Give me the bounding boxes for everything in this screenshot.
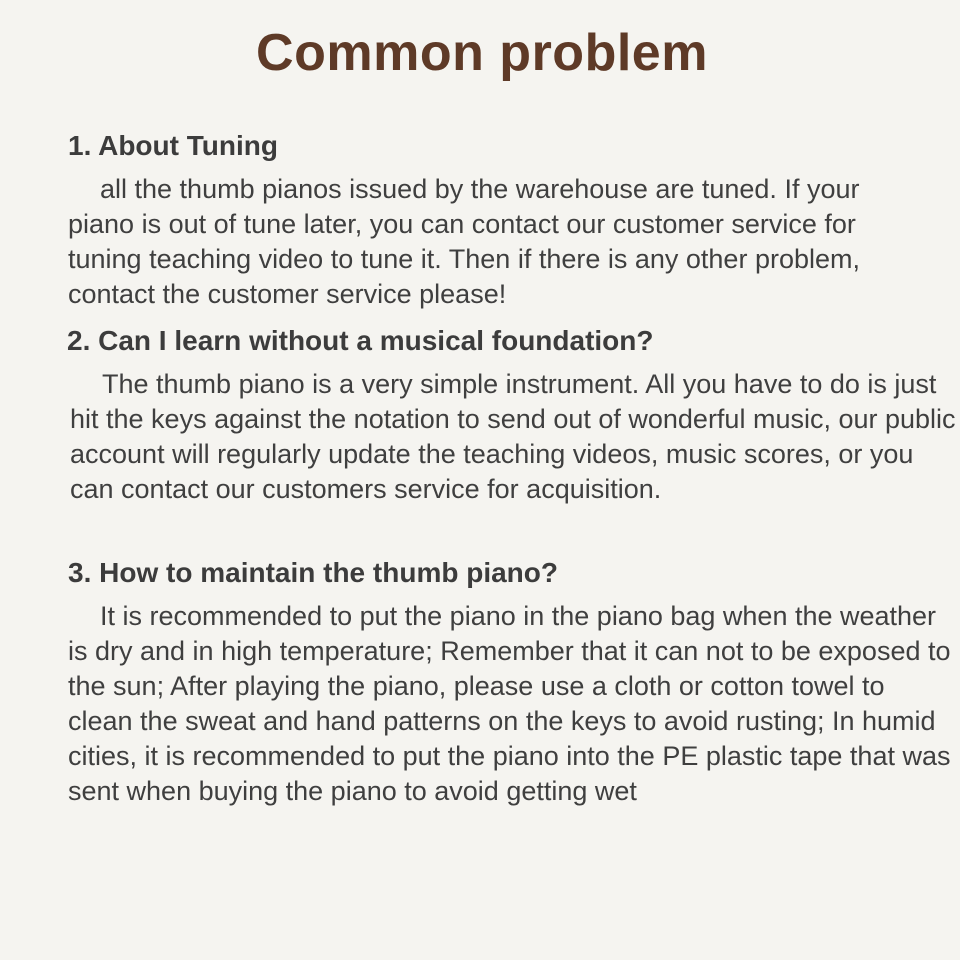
page-title: Common problem <box>256 24 708 82</box>
faq-answer-musical-foundation: The thumb piano is a very simple instrument. All you have to do is just hit the keys against the notation to send out of wonderful music, our public account will regularly update the teaching videos, music scores, or you can contact our customers service for acquisition. <box>70 369 956 504</box>
faq-question-musical-foundation: 2. Can I learn without a musical foundation? <box>67 325 654 356</box>
faq-question-tuning: 1. About Tuning <box>68 130 278 161</box>
faq-answer-maintenance: It is recommended to put the piano in the piano bag when the weather is dry and in high temperature; Remember that it can not to be exposed to the sun; After playing the piano, please use a cloth or cotton towel to clean the sweat and hand patterns on the keys to avoid rusting; In humid cities, it is recommended to put the piano into the PE plastic tape that was sent when buying the piano to avoid getting wet <box>68 601 951 806</box>
faq-question-maintenance: 3. How to maintain the thumb piano? <box>68 557 558 588</box>
faq-answer-tuning: all the thumb pianos issued by the warehouse are tuned. If your piano is out of tune later, you can contact our customer service for tuning teaching video to tune it. Then if there is any other problem, contact the customer service please! <box>68 174 860 309</box>
